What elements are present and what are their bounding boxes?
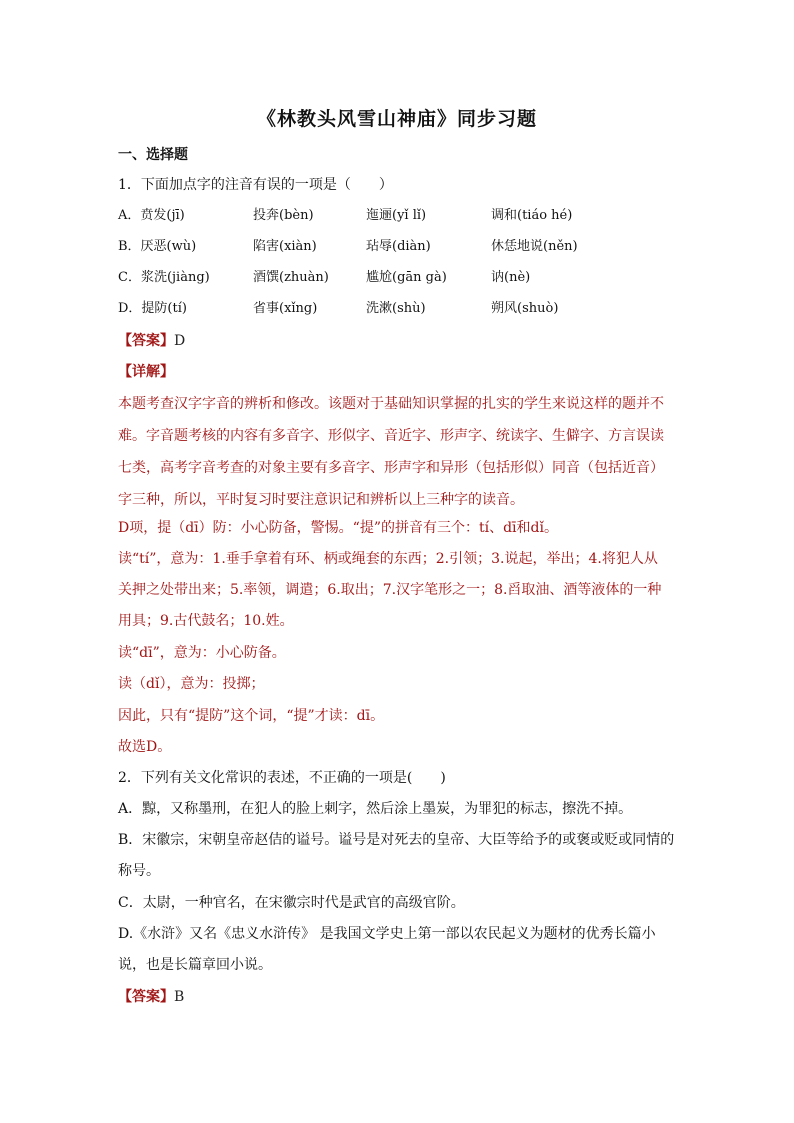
- ti-meaning-1: 读“tí”，意为：1.垂手拿着有环、柄或绳套的东西；2.引领；3.说起，举出；4.将犯人从: [118, 551, 658, 567]
- q2-option-c: C．太尉，一种官名，在宋徽宗时代是武官的高级官阶。: [118, 895, 465, 911]
- document-title: 《林教头风雪山神庙》同步习题: [256, 108, 537, 130]
- explain-line-3: 七类，高考字音考查的对象主要有多音字、形声字和异形（包括形似）同音（包括近音）: [118, 460, 664, 476]
- q1-option-a-2: 投奔(bèn): [253, 208, 314, 223]
- q1-option-a-3: 迤逦(yǐ lǐ): [366, 208, 427, 223]
- q1-option-d-1: D．提防(tí): [118, 301, 187, 316]
- di1-meaning: 读“dī”，意为：小心防备。: [118, 645, 286, 661]
- q1-option-d-2: 省事(xǐng): [253, 301, 318, 316]
- ti-meaning-3: 用具；9.古代鼓名；10.姓。: [118, 613, 294, 629]
- q1-option-c-4: 讷(nè): [491, 270, 531, 285]
- choose-d: 故选D。: [118, 739, 172, 755]
- explain-line-1: 本题考查汉字字音的辨析和修改。该题对于基础知识掌握的扎实的学生来说这样的题并不: [118, 396, 664, 412]
- q1-option-c-2: 酒馔(zhuàn): [253, 270, 329, 285]
- q1-option-b-1: B．厌恶(wù): [118, 239, 197, 254]
- answer-value: D: [174, 333, 186, 349]
- q1-option-d-3: 洗漱(shù): [366, 301, 426, 316]
- q1-option-b-3: 玷辱(diàn): [366, 239, 431, 254]
- q1-option-d-4: 朔风(shuò): [491, 301, 559, 316]
- explain-line-4: 字三种，所以，平时复习时要注意识记和辨析以上三种字的读音。: [118, 492, 524, 508]
- q2-option-b-line-2: 称号。: [118, 863, 160, 879]
- di3-meaning: 读（dǐ），意为：投掷；: [118, 676, 265, 692]
- q1-option-c-1: C．浆洗(jiàng): [118, 270, 210, 285]
- answer-label: 【答案】: [118, 989, 174, 1005]
- q2-answer: [118, 987, 184, 1007]
- question-1-stem: 1．下面加点字的注音有误的一项是（ ）: [118, 177, 393, 193]
- explain-line-2: 难。字音题考核的内容有多音字、形似字、音近字、形声字、统读字、生僻字、方言误读: [118, 428, 664, 444]
- q2-option-d-line-2: 说，也是长篇章回小说。: [118, 957, 272, 973]
- conclusion: 因此，只有“提防”这个词，“提”才读：dī。: [118, 708, 385, 724]
- q1-answer: [118, 331, 185, 351]
- answer-value: B: [174, 989, 185, 1005]
- q2-option-d-line-1: D.《水浒》又名《忠义水浒传》 是我国文学史上第一部以农民起义为题材的优秀长篇小: [118, 926, 656, 942]
- q1-option-c-3: 尴尬(gān gà): [366, 270, 447, 285]
- q1-option-b-2: 陷害(xiàn): [253, 239, 317, 254]
- question-2-stem: 2．下列有关文化常识的表述，不正确的一项是( ): [118, 770, 446, 786]
- ti-meaning-2: 关押之处带出来；5.率领，调遣；6.取出；7.汉字笔形之一；8.舀取油、酒等液体的一种: [118, 582, 662, 598]
- d-item-explain: D项，提（dī）防：小心防备，警惕。“提”的拼音有三个：tí、dī和dǐ。: [118, 520, 558, 536]
- section-heading: 一、选择题: [118, 147, 188, 163]
- q1-option-a-4: 调和(tiáo hé): [491, 208, 573, 223]
- answer-label: 【答案】: [118, 333, 174, 349]
- q1-option-a-1: A．贲发(jī): [118, 208, 185, 223]
- q2-option-a: A．黥，又称墨刑，在犯人的脸上刺字，然后涂上墨炭，为罪犯的标志，擦洗不掉。: [118, 801, 633, 817]
- q2-option-b-line-1: B．宋徽宗，宋朝皇帝赵佶的谥号。谥号是对死去的皇帝、大臣等给予的或褒或贬或同情的: [118, 832, 675, 848]
- q1-option-b-4: 休恁地说(něn): [491, 239, 578, 254]
- q1-detail-label: 【详解】: [118, 364, 174, 380]
